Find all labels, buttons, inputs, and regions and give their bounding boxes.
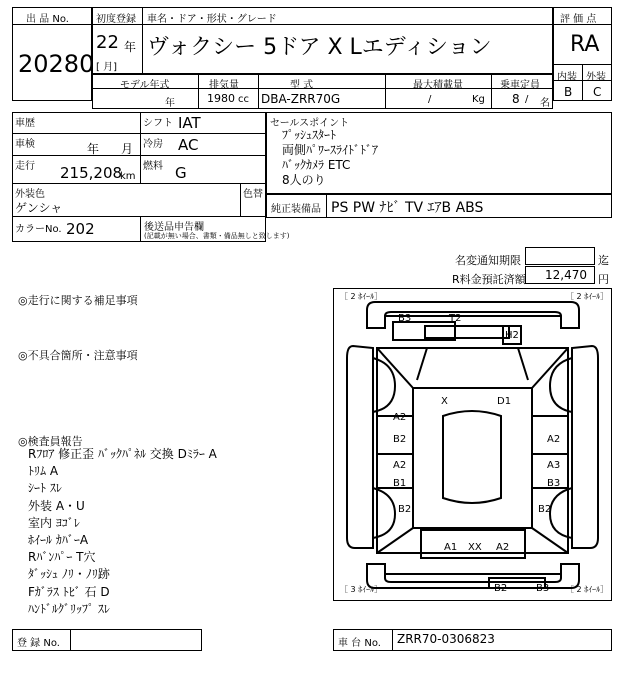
model-year-label: モデル年式 xyxy=(120,80,170,91)
registration-year-unit: 年 xyxy=(124,40,137,54)
damage-code-a2-r1: A2 xyxy=(547,434,561,445)
wheel-label-bottom-right: ［ 2 ﾎｲｰﾙ］ xyxy=(566,585,609,594)
displacement-label: 排気量 xyxy=(209,80,239,91)
inspector-report-line: Rﾊﾞﾝﾊﾟｰ T穴 xyxy=(28,550,96,565)
lot-number: 20280 xyxy=(18,50,95,78)
damage-code-h2: H2 xyxy=(505,330,519,341)
history-label: 車歴 xyxy=(15,118,35,129)
inspector-report-line: 室内 ﾖｺﾞﾚ xyxy=(28,515,80,530)
mileage-label: 走行 xyxy=(15,161,35,172)
sales-point-item: 8人のり xyxy=(282,173,326,187)
fuel-label: 燃料 xyxy=(143,161,163,172)
damage-code-a2-rear: A2 xyxy=(496,542,510,553)
damage-code-d1: D1 xyxy=(497,396,512,407)
aircon-label: 冷房 xyxy=(143,139,163,150)
registration-month: [ 月] xyxy=(96,62,117,73)
model-type-label: 型 式 xyxy=(290,80,314,91)
damage-code-b3-r2: B3 xyxy=(547,478,561,489)
car-name-label: 車名・ドア・形状・グレード xyxy=(147,14,277,25)
max-load-label: 最大積載量 xyxy=(413,80,463,91)
damage-code-b2-l1: B2 xyxy=(393,434,407,445)
inspector-report-line: ﾄﾘﾑ A xyxy=(28,464,59,479)
post-docs-note: (記載が無い場合、書類・備品無しと致します) xyxy=(144,232,290,240)
shaken-year-unit: 年 xyxy=(87,142,100,156)
shaken-label: 車検 xyxy=(15,139,35,150)
damage-code-b3-bottom: B3 xyxy=(536,583,550,594)
shaken-month-unit: 月 xyxy=(121,142,134,156)
fuel: G xyxy=(175,164,187,182)
car-outline xyxy=(333,288,612,601)
wheel-label-bottom-left: ［ 3 ﾎｲｰﾙ］ xyxy=(340,585,383,594)
color-no: 202 xyxy=(66,220,95,238)
inspector-report-line: ﾎｲｰﾙ ｶﾊﾞｰA xyxy=(28,533,89,548)
registration-year: 22 xyxy=(96,32,119,53)
inspector-report-line: Fｶﾞﾗｽ ﾄﾋﾞ 石 D xyxy=(28,584,110,599)
model-year-unit: 年 xyxy=(165,98,175,109)
exterior-label: 外装 xyxy=(586,72,606,83)
capacity: 8 xyxy=(512,92,520,106)
color-change-label: 色替 xyxy=(243,189,263,200)
interior-label: 内装 xyxy=(557,72,577,83)
damage-code-b1-l2: B1 xyxy=(393,478,407,489)
max-load-slash: / xyxy=(428,94,432,105)
inspector-report-line: ﾊﾝﾄﾞﾙｸﾞﾘｯﾌﾟ ｽﾚ xyxy=(28,601,110,616)
damage-code-b2-r3: B2 xyxy=(538,504,552,515)
exterior-color-label: 外装色 xyxy=(15,189,45,200)
lot-number-label: 出 品 No. xyxy=(26,14,69,25)
damage-code-a1: A1 xyxy=(444,542,458,553)
chassis-number: ZRR70-0306823 xyxy=(397,632,495,646)
inspector-report-title: ◎検査員報告 xyxy=(18,435,83,448)
inspector-report-line: Rﾌﾛｱ 修正歪 ﾊﾞｯｸﾊﾟﾈﾙ 交換 Dﾐﾗｰ A xyxy=(28,447,217,461)
wheel-label-top-left: ［ 2 ﾎｲｰﾙ］ xyxy=(340,292,383,301)
aircon: AC xyxy=(178,136,199,154)
damage-code-b2-l3: B2 xyxy=(398,504,412,515)
displacement: 1980 xyxy=(207,92,235,105)
damage-code-t2: T2 xyxy=(449,313,462,324)
mileage-unit: km xyxy=(120,171,136,182)
name-change-value xyxy=(525,247,595,265)
exterior-grade: C xyxy=(593,85,602,99)
model-type: DBA-ZRR70G xyxy=(261,92,341,106)
capacity-label: 乗車定員 xyxy=(500,80,540,91)
driving-notes-title: ◎走行に関する補足事項 xyxy=(18,294,138,307)
capacity-unit: 名 xyxy=(540,98,550,109)
damage-code-b2-bottom: B2 xyxy=(494,583,508,594)
sales-points-label: セールスポイント xyxy=(270,118,350,129)
recycle-value: 12,470 xyxy=(545,268,587,282)
recycle-label: R料金預託済額 xyxy=(452,273,526,286)
chassis-label: 車 台 No. xyxy=(338,638,381,649)
sales-point-item: ﾌﾟｯｼｭｽﾀｰﾄ xyxy=(282,128,337,142)
inspector-report-line: ｼｰﾄ ｽﾚ xyxy=(28,481,62,496)
max-load-unit: Kg xyxy=(472,94,485,105)
damage-code-a2-l2: A2 xyxy=(393,460,407,471)
color-no-label: カラーNo. xyxy=(15,224,62,235)
mileage: 215,208 xyxy=(60,164,123,182)
first-registration-label: 初度登録 xyxy=(96,14,136,25)
defects-notes-title: ◎不具合箇所・注意事項 xyxy=(18,349,138,362)
damage-code-xx: XX xyxy=(468,542,482,553)
overall-rating: RA xyxy=(570,32,600,57)
damage-code-front-bumper-b3: B3 xyxy=(398,313,412,324)
car-name: ヴォクシー 5ドア X Lエディション xyxy=(147,35,492,60)
wheel-label-top-right: ［ 2 ﾎｲｰﾙ］ xyxy=(566,292,609,301)
shift-label: シフト xyxy=(143,118,173,129)
name-change-label: 名変通知期限 xyxy=(455,254,521,267)
inspector-report-lines xyxy=(28,446,217,618)
genuine-equipment: PS PW ﾅﾋﾞ TV ｴｱB ABS xyxy=(331,200,484,216)
rating-label: 評 価 点 xyxy=(560,14,597,25)
sales-points-list xyxy=(282,128,378,188)
exterior-color: ゲンシャ xyxy=(15,201,63,215)
damage-code-hood-x: X xyxy=(441,396,448,407)
name-change-unit: 迄 xyxy=(598,254,609,267)
recycle-unit: 円 xyxy=(598,273,609,286)
damage-code-a3-r2: A3 xyxy=(547,460,561,471)
post-docs-label: 後送品申告欄 xyxy=(144,222,204,233)
capacity-slash: / xyxy=(525,94,529,105)
sales-point-item: ﾊﾞｯｸｶﾒﾗ ETC xyxy=(282,158,351,172)
damage-code-a2-l1: A2 xyxy=(393,412,407,423)
interior-grade: B xyxy=(564,85,573,99)
inspector-report-line: 外装 A・U xyxy=(28,498,85,513)
displacement-unit: cc xyxy=(238,94,249,105)
shift: IAT xyxy=(178,114,201,132)
genuine-equipment-label: 純正装備品 xyxy=(271,204,321,215)
registration-label: 登 録 No. xyxy=(17,638,60,649)
sales-point-item: 両側ﾊﾟﾜｰｽﾗｲﾄﾞﾄﾞｱ xyxy=(282,143,379,157)
inspector-report-line: ﾀﾞｯｼｭ ﾉﾘ・ﾉﾘ跡 xyxy=(28,567,110,582)
